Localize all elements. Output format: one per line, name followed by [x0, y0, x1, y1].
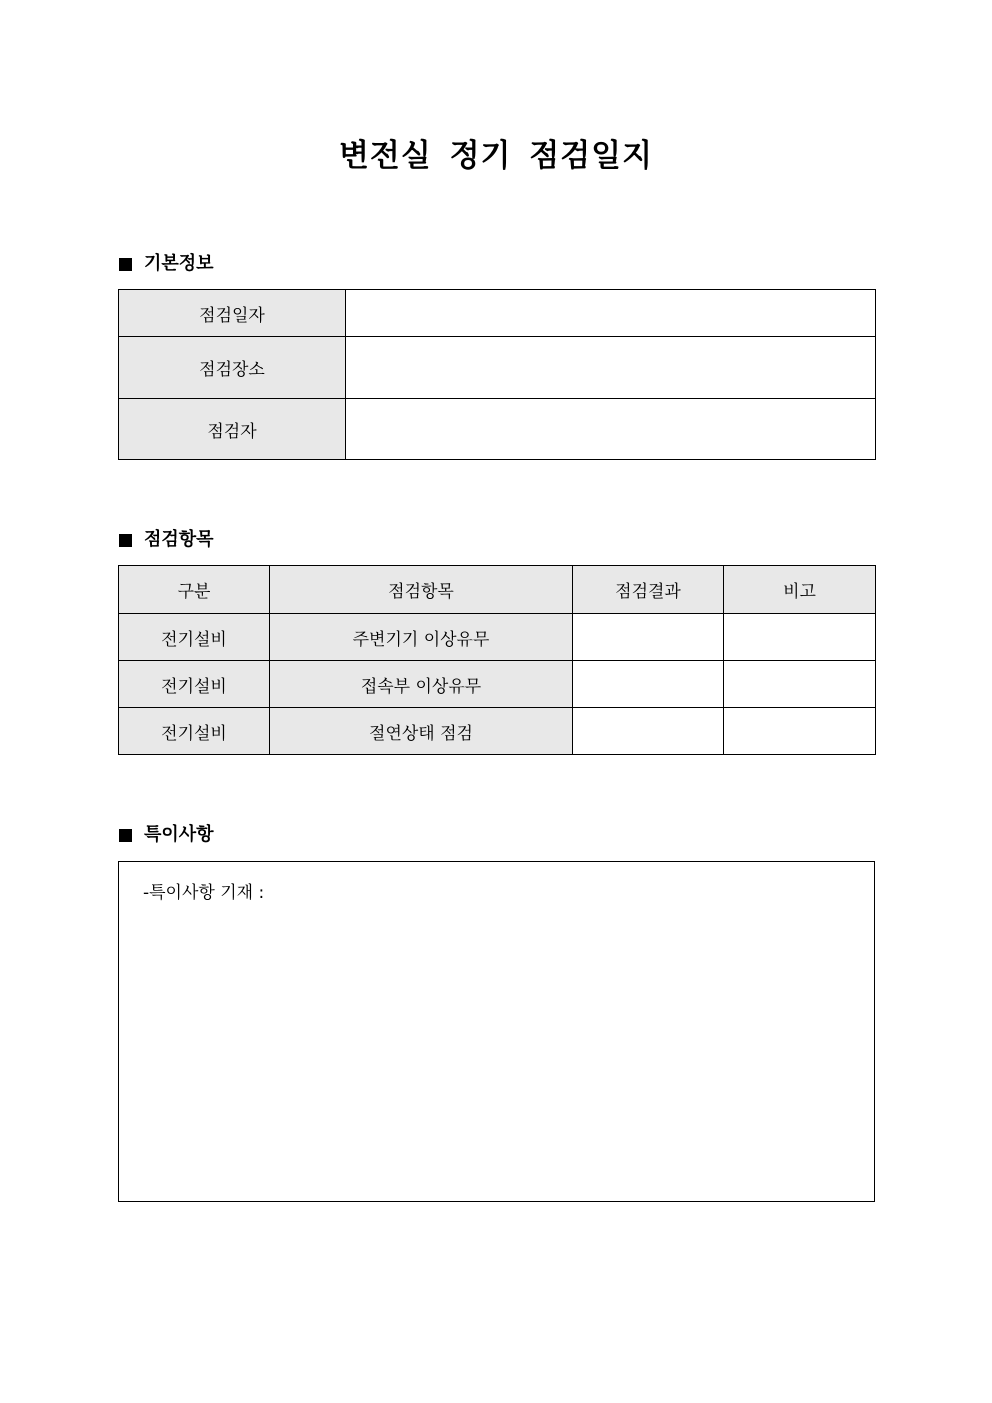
square-bullet-icon [119, 829, 132, 842]
table-row [119, 399, 876, 460]
column-header-item: 점검항목 [270, 566, 573, 614]
section-title: 특이사항 [144, 824, 214, 845]
table-row [119, 337, 876, 399]
item-cell: 접속부 이상유무 [270, 661, 573, 708]
note-field[interactable] [724, 614, 876, 661]
section-title: 기본정보 [144, 253, 214, 274]
category-cell: 전기설비 [119, 661, 270, 708]
table-header-row [119, 566, 876, 614]
inspector-field[interactable] [346, 399, 876, 460]
label-inspector: 점검자 [119, 399, 346, 460]
table-row [119, 708, 876, 755]
category-cell: 전기설비 [119, 708, 270, 755]
note-field[interactable] [724, 708, 876, 755]
item-cell: 절연상태 점검 [270, 708, 573, 755]
result-field[interactable] [573, 708, 724, 755]
square-bullet-icon [119, 258, 132, 271]
result-field[interactable] [573, 661, 724, 708]
basic-info-table [118, 289, 876, 460]
inspection-items-table [118, 565, 876, 755]
inspection-date-field[interactable] [346, 290, 876, 337]
column-header-category: 구분 [119, 566, 270, 614]
table-row [119, 661, 876, 708]
section-heading-basic-info [119, 251, 214, 277]
table-row [119, 290, 876, 337]
section-heading-inspection-items [119, 527, 214, 553]
item-cell: 주변기기 이상유무 [270, 614, 573, 661]
category-cell: 전기설비 [119, 614, 270, 661]
remarks-textarea[interactable] [118, 861, 875, 1202]
column-header-note: 비고 [724, 566, 876, 614]
label-inspection-date: 점검일자 [119, 290, 346, 337]
label-inspection-location: 점검장소 [119, 337, 346, 399]
column-header-result: 점검결과 [573, 566, 724, 614]
section-heading-remarks [119, 822, 214, 848]
document-title: 변전실 정기 점검일지 [338, 138, 654, 174]
inspection-location-field[interactable] [346, 337, 876, 399]
result-field[interactable] [573, 614, 724, 661]
remarks-prompt: -특이사항 기재 : [143, 883, 265, 903]
section-title: 점검항목 [144, 529, 214, 550]
square-bullet-icon [119, 534, 132, 547]
table-row [119, 614, 876, 661]
note-field[interactable] [724, 661, 876, 708]
